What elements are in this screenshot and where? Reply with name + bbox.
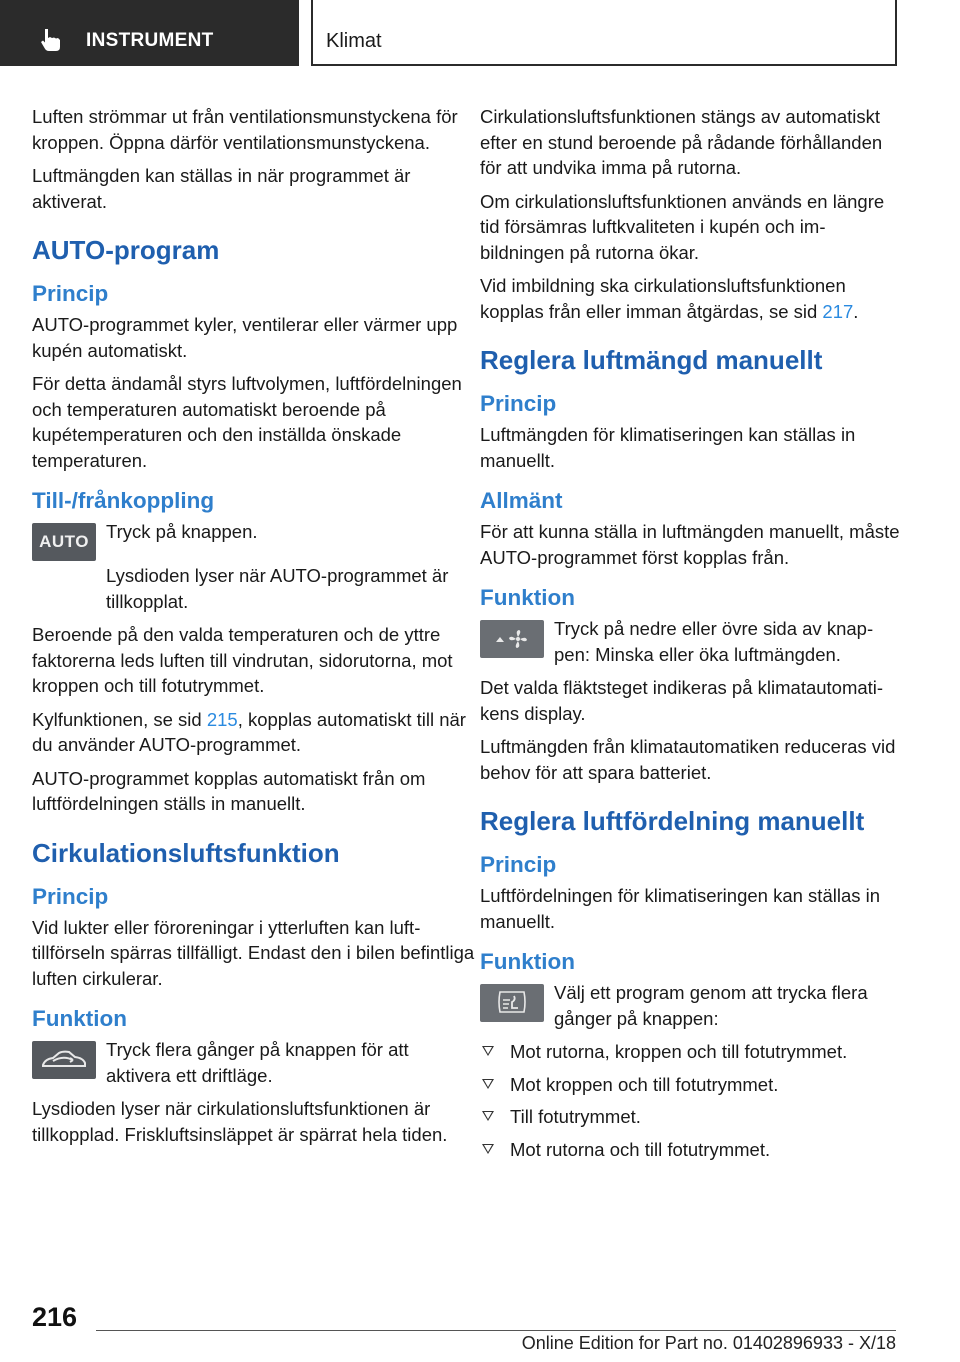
list-item: Mot kroppen och till fotutrymmet. — [480, 1072, 900, 1098]
triangle-bullet-icon — [482, 1144, 494, 1154]
auto-button-label: AUTO — [39, 532, 89, 551]
subheading-funktion: Funktion — [480, 585, 575, 610]
auto-button-icon — [32, 523, 96, 561]
car-recirculation-icon — [39, 1047, 89, 1073]
footer-divider — [96, 1330, 896, 1331]
fan-button-row — [480, 616, 900, 667]
list-item: Mot rutorna och till fotutrymmet. — [480, 1137, 900, 1163]
air-distribution-seat-icon — [490, 988, 534, 1018]
subheading-princip: Princip — [32, 281, 109, 306]
fan-button-icon — [480, 620, 544, 658]
left-column — [32, 104, 477, 1155]
paragraph: Luftmängden från klimatautomatiken reduceras vid behov för att spara batteriet. — [480, 736, 896, 783]
triangle-bullet-icon — [482, 1046, 494, 1056]
subheading-allmant: Allmänt — [480, 488, 563, 513]
subheading-till-franko: Till-/frånkoppling — [32, 488, 215, 513]
air-program-list — [480, 1039, 900, 1162]
page-link-217[interactable]: 217 — [822, 300, 854, 322]
page-link-215[interactable]: 215 — [206, 708, 238, 730]
section-tab — [0, 0, 299, 66]
paragraph: AUTO-programmet kopplas automatiskt från om luftfördelningen ställs in manuellt. — [32, 767, 426, 814]
paragraph: Cirkulationsluftsfunktionen stängs av automatiskt efter en stund beroende på rådande förhållanden för att undvika imma på rutorna. — [480, 106, 883, 178]
page-header — [0, 0, 960, 66]
paragraph: AUTO-programmet kyler, ventilerar eller värmer upp kupén automatiskt. — [32, 314, 458, 361]
triangle-bullet-icon — [482, 1079, 494, 1089]
pointing-hand-icon — [38, 27, 64, 53]
paragraph: Det valda fläktsteget indikeras på klimatautomatikens display. — [480, 677, 884, 724]
air-distribution-button-icon — [480, 984, 544, 1022]
heading-auto-program: AUTO-program — [32, 235, 220, 265]
list-item: Till fotutrymmet. — [480, 1104, 900, 1130]
paragraph: Vid lukter eller föroreningar i ytterluften kan lufttillförseln spärras tillfälligt. Endast den i bilen befintliga luften cirkulerar. — [32, 916, 475, 989]
paragraph: Kylfunktionen, se sid 215, kopplas automatiskt till när du använder AUTO-programmet. — [32, 708, 466, 755]
chapter-box — [311, 0, 897, 66]
heading-luftfordelning: Reglera luftfördelning manuellt — [480, 806, 865, 836]
paragraph: Lysdioden lyser när AUTO-programmet är tillkopplat. — [106, 565, 449, 612]
right-column — [480, 104, 900, 1169]
triangle-bullet-icon — [482, 1111, 494, 1121]
auto-button-row — [32, 519, 477, 563]
recirculation-button-row — [32, 1037, 477, 1088]
heading-cirkulation: Cirkulationsluftsfunktion — [32, 837, 340, 868]
subheading-princip: Princip — [480, 391, 557, 416]
recirculation-button-icon — [32, 1041, 96, 1079]
subheading-funktion: Funktion — [32, 1006, 127, 1031]
subheading-funktion: Funktion — [480, 949, 575, 974]
paragraph: Beroende på den valda temperaturen och de yttre faktorerna leds luften till vindrutan, sidorutorna, mot kroppen och till fotutrymmet. — [32, 624, 453, 696]
heading-luftmangd: Reglera luftmängd manuellt — [480, 345, 823, 375]
paragraph: Luftmängden för klimatiseringen kan ställas in manuellt. — [480, 424, 856, 471]
paragraph: Luften strömmar ut från ventilationsmunstyckena för kroppen. Öppna därför ventilationsmunstyckena. — [32, 106, 458, 153]
paragraph: Lysdioden lyser när cirkulationsluftsfunktionen är tillkopplad. Friskluftsinsläppet är spärrat hela tiden. — [32, 1098, 448, 1145]
paragraph: Tryck på knappen. — [106, 521, 258, 542]
page-footer — [0, 1290, 960, 1362]
paragraph: Tryck på nedre eller övre sida av knappen: Minska eller öka luftmängden. — [554, 618, 874, 665]
list-item: Mot rutorna, kroppen och till fotutrymmet. — [480, 1039, 900, 1065]
subheading-princip: Princip — [480, 852, 557, 877]
paragraph: Luftfördelningen för klimatiseringen kan ställas in manuellt. — [480, 885, 881, 932]
paragraph: Om cirkulationsluftsfunktionen används en längre tid försämras luftkvaliteten i kupén och imbildningen på rutorna ökar. — [480, 190, 885, 263]
section-label: INSTRUMENT — [86, 30, 214, 51]
paragraph: För detta ändamål styrs luftvolymen, luftfördelningen och temperaturen automatiskt beroende på kupétemperaturen och den inställda önskade temperaturen. — [32, 373, 462, 471]
paragraph: Tryck flera gånger på knappen för att aktivera ett driftläge. — [106, 1039, 409, 1086]
fan-icon — [490, 626, 534, 652]
paragraph: Vid imbildning ska cirkulationsluftsfunktionen kopplas från eller imman åtgärdas, se sid 217. — [480, 275, 859, 322]
air-distribution-button-row — [480, 980, 900, 1031]
paragraph: Luftmängden kan ställas in när programmet är aktiverat. — [32, 165, 411, 212]
paragraph: Välj ett program genom att trycka flera gånger på knappen: — [554, 982, 868, 1029]
page-number: 216 — [32, 1302, 78, 1332]
subheading-princip: Princip — [32, 883, 109, 909]
paragraph: För att kunna ställa in luftmängden manuellt, måste AUTO-programmet först kopplas från. — [480, 521, 900, 568]
edition-text: Online Edition for Part no. 01402896933 - X/18 — [521, 1333, 896, 1353]
chapter-label: Klimat — [326, 30, 382, 52]
